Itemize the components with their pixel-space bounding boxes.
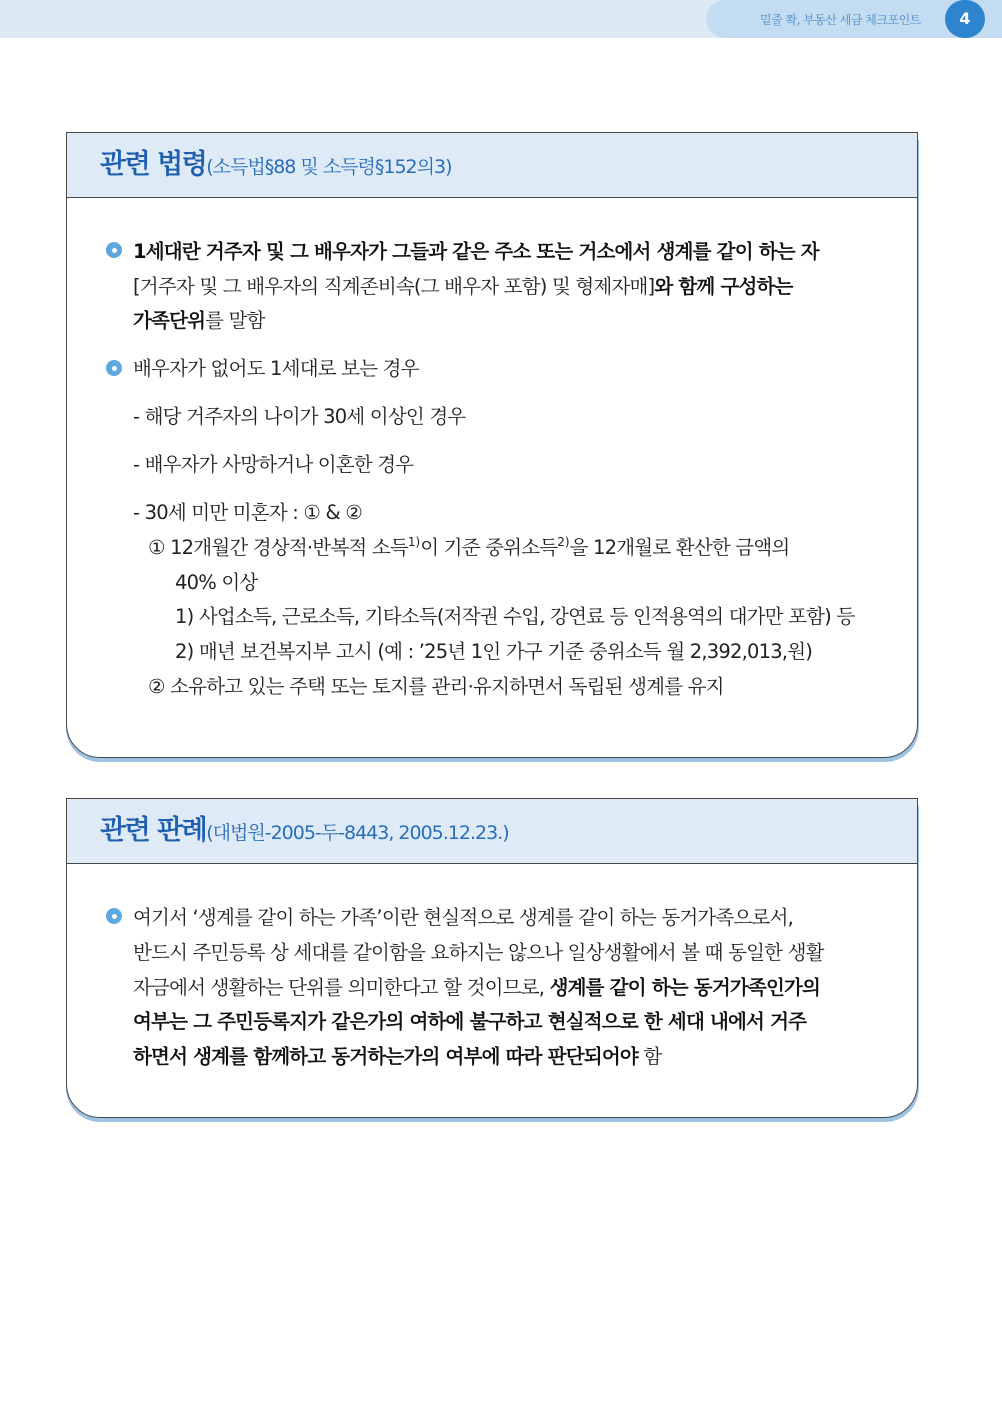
case-line1: 여기서 ‘생계를 같이 하는 가족’이란 현실적으로 생계를 같이 하는 동거가족으로서, [133,906,794,929]
law-box [66,132,918,758]
law-item2-case2: - 배우자가 사망하거나 이혼한 경우 [133,453,414,476]
header-title: 밑줄 쫙, 부동산 세금 체크포인트 [760,13,921,27]
case-line3: 자금에서 생활하는 단위를 의미한다고 할 것이므로, 생계를 같이 하는 동거가족인가의 [133,976,821,999]
law-item2-note2: 2) 매년 보건복지부 고시 (예 : ’25년 1인 가구 기준 중위소득 월 2,392,013,원) [175,640,813,663]
law-item2-cond2: ② 소유하고 있는 주택 또는 토지를 관리·유지하면서 독립된 생계를 유지 [148,675,724,698]
law-box-subtitle: (소득법§88 및 소득령§152의3) [206,156,452,178]
bullet-icon [106,908,122,924]
law-item2-cond1: ① 12개월간 경상적·반복적 소득$^{1)}$이 기준 중위소득$^{2)}$을 12개월로 환산한 금액의 [148,535,790,559]
bullet-icon [106,242,122,258]
law-box-title: 관련 법령 [100,149,207,180]
law-item1-line1: 1세대란 거주자 및 그 배우자가 그들과 같은 주소 또는 거소에서 생계를 같이 하는 자 [133,240,819,263]
case-box-title: 관련 판례 [100,815,207,846]
law-item2-case3: - 30세 미만 미혼자 : ① & ② [133,501,362,524]
law-box-header [67,133,917,198]
case-box-header [67,799,917,864]
case-box-subtitle: (대법원-2005-두-8443, 2005.12.23.) [206,822,509,844]
case-line4: 여부는 그 주민등록지가 같은가의 여하에 불구하고 현실적으로 한 세대 내에서 거주 [133,1010,807,1033]
page-number: 4 [945,0,985,38]
law-item1-line3: 가족단위를 말함 [133,309,265,332]
law-item1-line2: [거주자 및 그 배우자의 직계존비속(그 배우자 포함) 및 형제자매]와 함께 구성하는 [133,275,793,298]
case-line2: 반드시 주민등록 상 세대를 같이함을 요하지는 않으나 일상생활에서 볼 때 동일한 생활 [133,941,824,964]
law-item2-note1: 1) 사업소득, 근로소득, 기타소득(저작권 수입, 강연료 등 인적용역의 대가만 포함) 등 [175,605,855,628]
law-item2-title: 배우자가 없어도 1세대로 보는 경우 [133,357,419,380]
law-item2-case1: - 해당 거주자의 나이가 30세 이상인 경우 [133,405,466,428]
bullet-icon [106,360,122,376]
law-item2-cond1-line2: 40% 이상 [175,571,258,594]
case-line5: 하면서 생계를 함께하고 동거하는가의 여부에 따라 판단되어야 함 [133,1045,662,1068]
